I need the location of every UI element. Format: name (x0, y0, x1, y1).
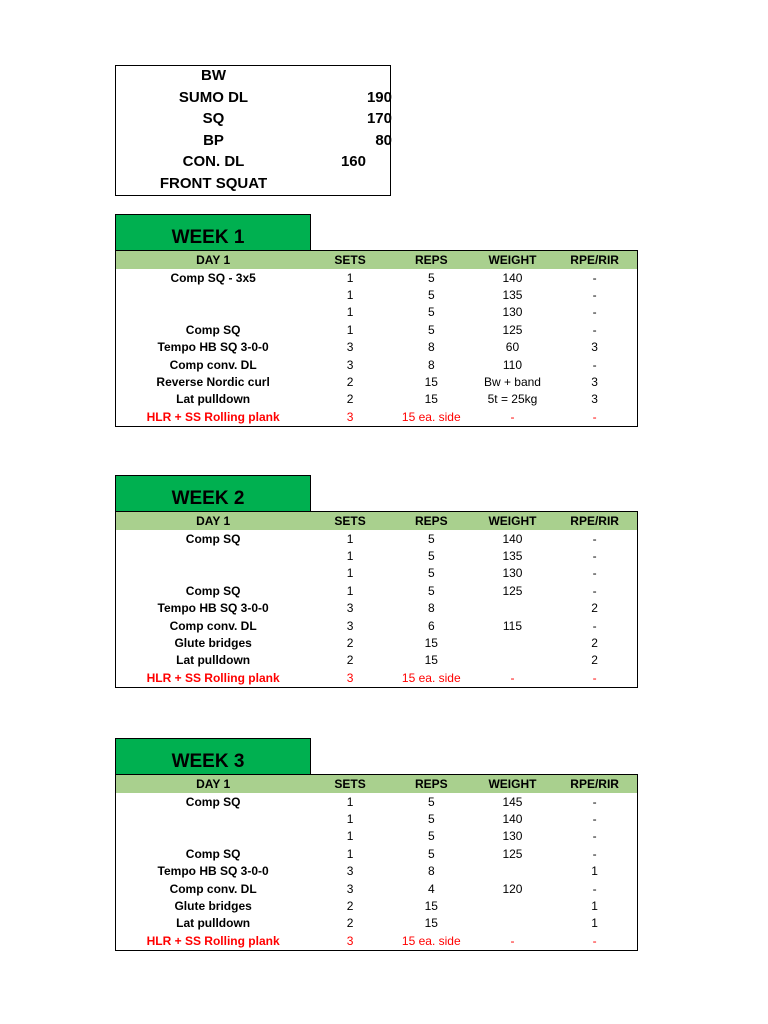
table-cell: Comp SQ (185, 794, 241, 809)
table-cell: - (510, 670, 515, 685)
max-lift-row (116, 110, 392, 131)
table-cell: 5 (427, 531, 435, 546)
table-cell: 3 (346, 340, 354, 355)
table-cell: Lat pulldown (176, 392, 251, 407)
table-header (116, 512, 637, 530)
table-cell: 5 (427, 812, 435, 827)
week-title: WEEK 2 (115, 475, 311, 511)
table-cell: 2 (346, 636, 354, 651)
table-cell: 1 (346, 812, 354, 827)
table-cell: 5 (427, 583, 435, 598)
table-row (116, 339, 637, 356)
table-row (116, 321, 637, 338)
table-row (116, 932, 637, 949)
table-cell: - (592, 881, 597, 896)
table-row (116, 845, 637, 862)
table-cell: - (592, 846, 597, 861)
workout-table (115, 250, 638, 427)
table-cell: 1 (346, 288, 354, 303)
column-header: SETS (334, 253, 366, 267)
table-header (116, 251, 637, 269)
table-cell: 125 (502, 846, 523, 861)
table-cell: 130 (502, 566, 523, 581)
table-cell: HLR + SS Rolling plank (146, 670, 280, 685)
table-row (116, 304, 637, 321)
table-row (116, 530, 637, 547)
table-cell: - (592, 566, 597, 581)
column-header: REPS (414, 777, 448, 791)
max-lift-value: 80 (375, 132, 392, 149)
table-cell: - (592, 409, 597, 424)
table-cell: 1 (346, 322, 354, 337)
table-cell: 1 (346, 270, 354, 285)
table-cell: - (510, 933, 515, 948)
max-lift-row (116, 67, 392, 88)
table-cell: Reverse Nordic curl (156, 375, 270, 390)
table-cell: 3 (591, 340, 598, 355)
table-cell: 2 (346, 392, 354, 407)
max-lift-value: 190 (366, 89, 392, 106)
max-lift-label: BP (203, 132, 224, 149)
table-row (116, 828, 637, 845)
max-lift-label: SUMO DL (178, 89, 249, 106)
column-header: SETS (334, 777, 366, 791)
table-cell: 140 (502, 531, 523, 546)
table-cell: 15 ea. side (401, 933, 461, 948)
table-cell: 130 (502, 829, 523, 844)
table-cell: 5 (427, 322, 435, 337)
table-cell: 5 (427, 305, 435, 320)
column-header: WEIGHT (488, 253, 537, 267)
table-cell: 120 (502, 881, 523, 896)
table-cell: 140 (502, 270, 523, 285)
table-cell: 140 (502, 812, 523, 827)
table-cell: 1 (346, 305, 354, 320)
table-cell: 2 (591, 636, 598, 651)
table-cell: - (592, 794, 597, 809)
column-header: SETS (334, 514, 366, 528)
workout-table (115, 511, 638, 688)
column-header: DAY 1 (196, 777, 231, 791)
table-cell: Comp SQ (185, 583, 241, 598)
table-cell: 8 (427, 357, 435, 372)
table-row (116, 652, 637, 669)
table-cell: 15 (424, 916, 438, 931)
table-cell: 3 (346, 933, 354, 948)
column-header: DAY 1 (196, 514, 231, 528)
table-cell: 6 (427, 618, 435, 633)
table-row (116, 373, 637, 390)
table-cell: HLR + SS Rolling plank (146, 933, 280, 948)
table-cell: - (592, 270, 597, 285)
table-cell: - (592, 322, 597, 337)
max-lift-row (116, 175, 392, 196)
table-cell: 2 (346, 653, 354, 668)
table-cell: 15 (424, 636, 438, 651)
table-row (116, 897, 637, 914)
max-lift-label: SQ (202, 110, 225, 127)
table-cell: 15 (424, 392, 438, 407)
max-lift-value: 160 (340, 153, 366, 170)
table-cell: 1 (591, 864, 598, 879)
table-cell: 1 (346, 531, 354, 546)
table-row (116, 408, 637, 425)
table-cell: 135 (502, 549, 523, 564)
table-cell: 125 (502, 583, 523, 598)
table-cell: Tempo HB SQ 3-0-0 (157, 601, 269, 616)
table-cell: 125 (502, 322, 523, 337)
table-cell: 1 (346, 583, 354, 598)
table-cell: - (592, 670, 597, 685)
table-cell: Comp conv. DL (169, 618, 257, 633)
table-cell: - (592, 812, 597, 827)
table-row (116, 356, 637, 373)
table-row (116, 669, 637, 686)
table-row (116, 269, 637, 286)
column-header: RPE/RIR (570, 514, 619, 528)
table-cell: 4 (427, 881, 435, 896)
table-cell: - (592, 933, 597, 948)
table-cell: Comp SQ (185, 531, 241, 546)
max-lift-label: CON. DL (182, 153, 245, 170)
table-cell: - (592, 305, 597, 320)
table-cell: 2 (591, 653, 598, 668)
table-cell: Bw + band (483, 375, 541, 390)
table-row (116, 286, 637, 303)
table-row (116, 634, 637, 651)
workout-table (115, 774, 638, 951)
max-lifts-box (115, 65, 391, 196)
table-row (116, 617, 637, 634)
table-cell: Comp conv. DL (169, 881, 257, 896)
table-cell: 110 (502, 357, 523, 372)
max-lift-row (116, 89, 392, 110)
table-cell: Lat pulldown (176, 916, 251, 931)
column-header: RPE/RIR (570, 777, 619, 791)
column-header: REPS (414, 253, 448, 267)
table-row (116, 600, 637, 617)
table-cell: 60 (505, 340, 520, 355)
max-lift-value: 170 (366, 110, 392, 127)
max-lift-row (116, 153, 392, 174)
table-cell: HLR + SS Rolling plank (146, 409, 280, 424)
table-cell: 1 (346, 566, 354, 581)
table-cell: 2 (346, 916, 354, 931)
table-cell: 145 (502, 794, 523, 809)
table-row (116, 582, 637, 599)
table-cell: 130 (502, 305, 523, 320)
table-cell: - (592, 829, 597, 844)
table-cell: 1 (346, 829, 354, 844)
max-lift-label: FRONT SQUAT (159, 175, 268, 192)
table-cell: Tempo HB SQ 3-0-0 (157, 864, 269, 879)
table-row (116, 880, 637, 897)
table-cell: 8 (427, 601, 435, 616)
table-cell: 15 ea. side (401, 409, 461, 424)
table-cell: 1 (346, 549, 354, 564)
table-cell: 2 (591, 601, 598, 616)
week-title: WEEK 1 (115, 214, 311, 250)
column-header: WEIGHT (488, 777, 537, 791)
table-row (116, 565, 637, 582)
table-cell: 3 (591, 375, 598, 390)
column-header: RPE/RIR (570, 253, 619, 267)
max-lift-label: BW (201, 67, 226, 84)
table-cell: 5 (427, 829, 435, 844)
table-cell: 3 (591, 392, 598, 407)
table-cell: 15 ea. side (401, 670, 461, 685)
table-cell: 8 (427, 340, 435, 355)
column-header: WEIGHT (488, 514, 537, 528)
table-cell: - (592, 288, 597, 303)
table-cell: 1 (591, 916, 598, 931)
table-cell: 3 (346, 881, 354, 896)
table-cell: 1 (346, 846, 354, 861)
table-cell: 1 (346, 794, 354, 809)
table-cell: 3 (346, 670, 354, 685)
column-header: DAY 1 (196, 253, 231, 267)
table-cell: 5 (427, 794, 435, 809)
table-cell: Lat pulldown (176, 653, 251, 668)
table-cell: 8 (427, 864, 435, 879)
table-cell: Glute bridges (174, 899, 252, 914)
table-cell: 5 (427, 549, 435, 564)
table-row (116, 810, 637, 827)
table-cell: - (510, 409, 515, 424)
table-cell: - (592, 618, 597, 633)
table-cell: 2 (346, 899, 354, 914)
table-cell: 3 (346, 618, 354, 633)
table-cell: Comp SQ (185, 846, 241, 861)
table-cell: - (592, 531, 597, 546)
week-title: WEEK 3 (115, 738, 311, 774)
table-cell: 3 (346, 409, 354, 424)
table-cell: 15 (424, 653, 438, 668)
table-row (116, 793, 637, 810)
table-cell: Comp conv. DL (169, 357, 257, 372)
table-cell: 15 (424, 899, 438, 914)
table-row (116, 915, 637, 932)
max-lift-row (116, 132, 392, 153)
table-row (116, 863, 637, 880)
table-cell: Comp SQ (185, 322, 241, 337)
column-header: REPS (414, 514, 448, 528)
table-row (116, 547, 637, 564)
table-cell: 5 (427, 288, 435, 303)
table-cell: 5 (427, 846, 435, 861)
table-cell: 115 (502, 618, 523, 633)
table-cell: 135 (502, 288, 523, 303)
table-cell: Glute bridges (174, 636, 252, 651)
table-cell: 15 (424, 375, 438, 390)
table-cell: - (592, 583, 597, 598)
table-cell: 5t = 25kg (487, 392, 538, 407)
table-row (116, 391, 637, 408)
table-cell: 2 (346, 375, 354, 390)
table-cell: 3 (346, 864, 354, 879)
table-cell: - (592, 357, 597, 372)
table-cell: Comp SQ - 3x5 (170, 270, 256, 285)
table-cell: 1 (591, 899, 598, 914)
table-cell: 5 (427, 566, 435, 581)
table-header (116, 775, 637, 793)
table-cell: - (592, 549, 597, 564)
table-cell: Tempo HB SQ 3-0-0 (157, 340, 269, 355)
table-cell: 3 (346, 601, 354, 616)
table-cell: 3 (346, 357, 354, 372)
table-cell: 5 (427, 270, 435, 285)
